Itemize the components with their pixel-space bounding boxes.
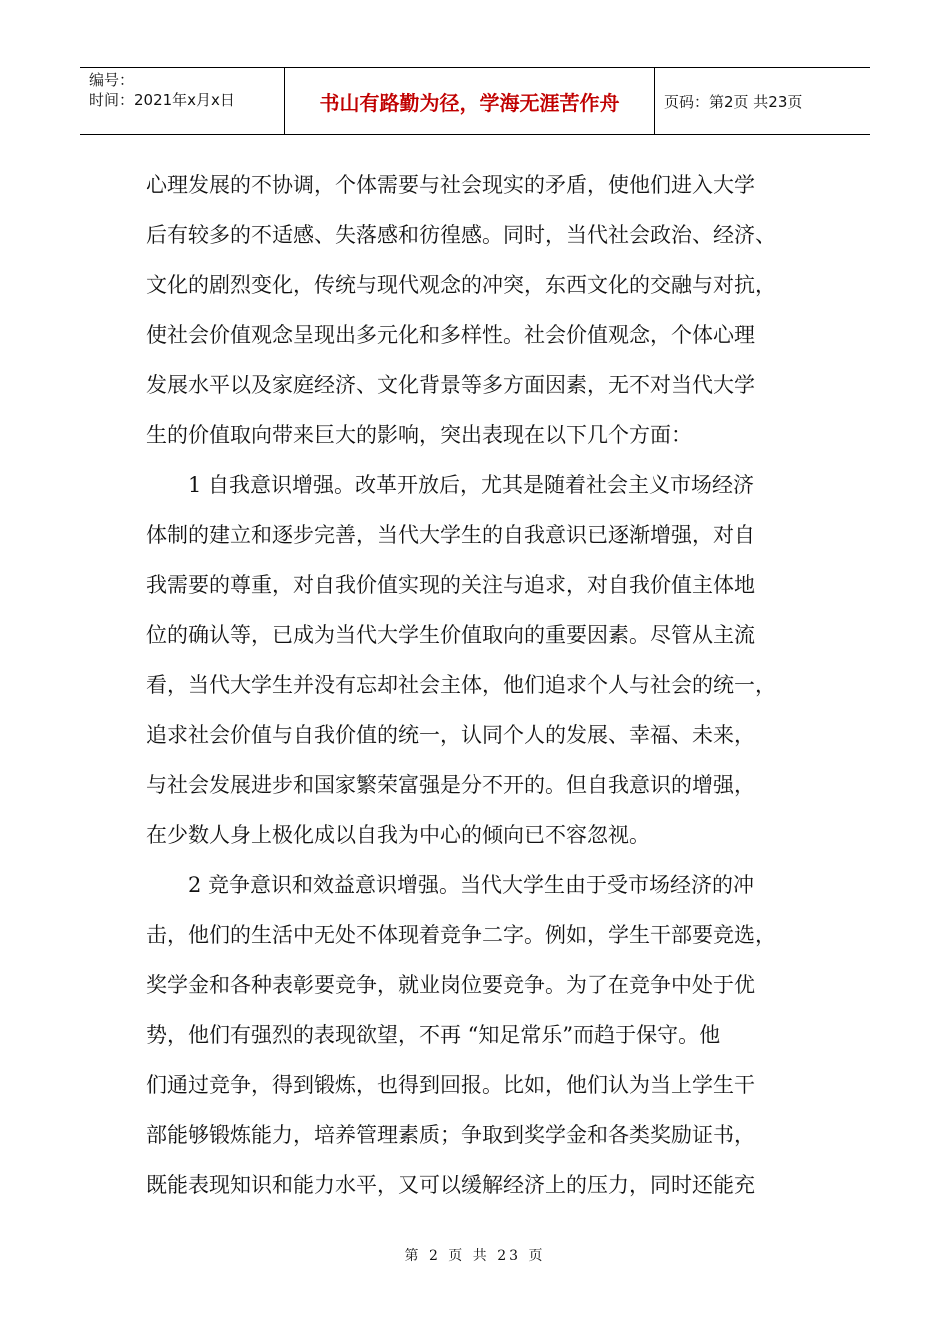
body-line: 看，当代大学生并没有忘却社会主体，他们追求个人与社会的统一，: [146, 673, 776, 697]
body-line: 心理发展的不协调，个体需要与社会现实的矛盾，使他们进入大学: [146, 173, 755, 197]
document-date-label: 时间：2021年x月x日: [89, 91, 235, 109]
body-line-paragraph-start: 1 自我意识增强。改革开放后，尤其是随着社会主义市场经济: [188, 473, 755, 497]
body-line: 体制的建立和逐步完善，当代大学生的自我意识已逐渐增强，对自: [146, 523, 755, 547]
body-line: 后有较多的不适感、失落感和彷徨感。同时，当代社会政治、经济、: [146, 223, 776, 247]
body-line-paragraph-start: 2 竞争意识和效益意识增强。当代大学生由于受市场经济的冲: [188, 873, 755, 897]
body-line: 生的价值取向带来巨大的影响，突出表现在以下几个方面：: [146, 423, 692, 447]
body-line: 位的确认等，已成为当代大学生价值取向的重要因素。尽管从主流: [146, 623, 755, 647]
document-header: [80, 67, 870, 135]
body-line: 文化的剧烈变化，传统与现代观念的冲突，东西文化的交融与对抗，: [146, 273, 776, 297]
body-line: 击，他们的生活中无处不体现着竞争二字。例如，学生干部要竞选，: [146, 923, 776, 947]
body-line: 与社会发展进步和国家繁荣富强是分不开的。但自我意识的增强，: [146, 773, 755, 797]
header-meta-cell: [80, 68, 284, 134]
body-line: 部能够锻炼能力，培养管理素质；争取到奖学金和各类奖励证书，: [146, 1123, 755, 1147]
body-line: 在少数人身上极化成以自我为中心的倾向已不容忽视。: [146, 823, 650, 847]
header-page-number: 页码：第2页 共23页: [664, 92, 803, 111]
header-motto: 书山有路勤为径，学海无涯苦作舟: [284, 68, 655, 134]
page-footer: 第 2 页 共 23 页: [404, 1248, 546, 1264]
body-line: 势，他们有强烈的表现欲望，不再 “知足常乐”而趋于保守。他: [146, 1023, 721, 1047]
body-line: 发展水平以及家庭经济、文化背景等多方面因素，无不对当代大学: [146, 373, 755, 397]
document-body: [146, 160, 806, 1210]
body-line: 们通过竞争，得到锻炼，也得到回报。比如，他们认为当上学生干: [146, 1073, 755, 1097]
body-line: 追求社会价值与自我价值的统一，认同个人的发展、幸福、未来，: [146, 723, 755, 747]
body-line: 我需要的尊重，对自我价值实现的关注与追求，对自我价值主体地: [146, 573, 755, 597]
body-line: 既能表现知识和能力水平，又可以缓解经济上的压力，同时还能充: [146, 1173, 755, 1197]
body-line: 奖学金和各种表彰要竞争，就业岗位要竞争。为了在竞争中处于优: [146, 973, 755, 997]
body-line: 使社会价值观念呈现出多元化和多样性。社会价值观念，个体心理: [146, 323, 755, 347]
document-number-label: 编号：: [89, 71, 135, 89]
